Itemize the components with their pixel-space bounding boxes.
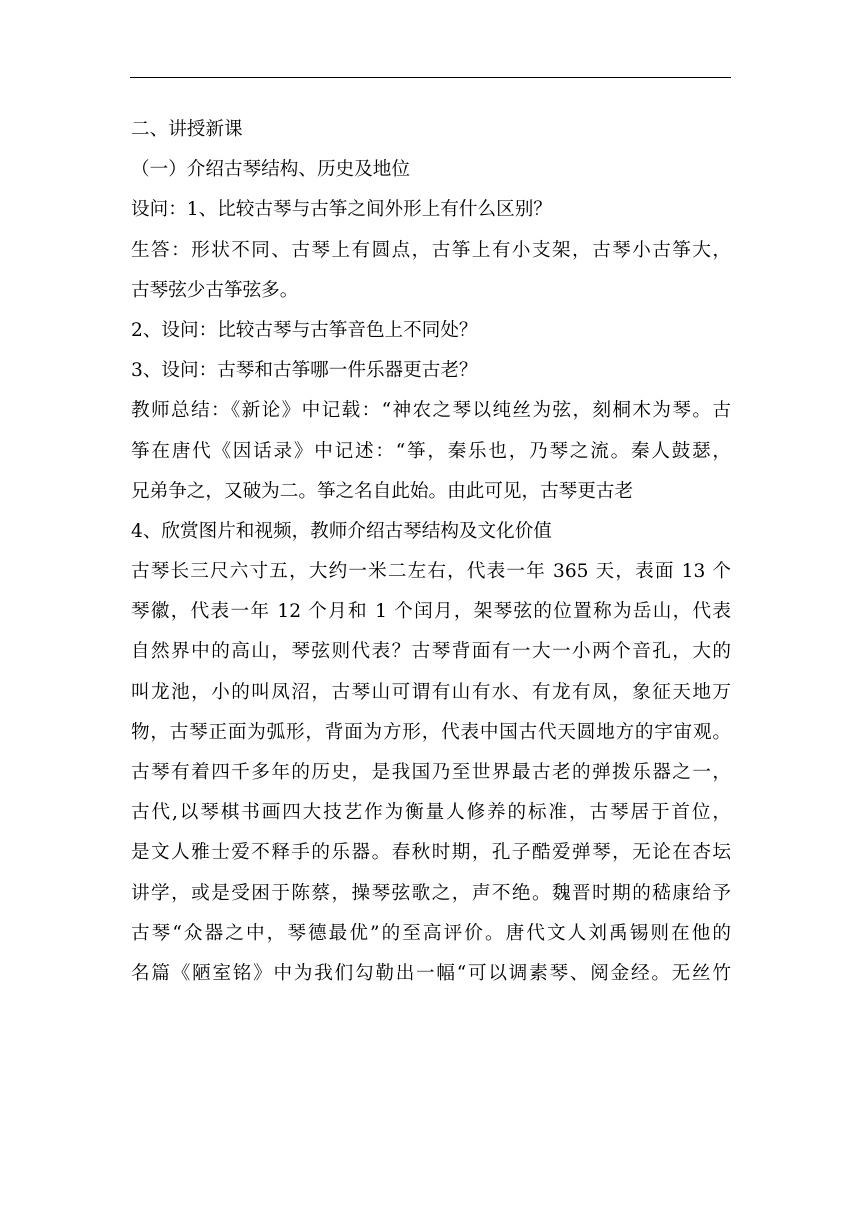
text-line: 筝在唐代《因话录》中记述：“筝，秦乐也，乃琴之流。秦人鼓瑟， [131,440,731,462]
text-line: 古琴“众器之中，琴德最优”的至高评价。唐代文人刘禹锡则在他的 [131,922,731,944]
header-rule [130,77,731,78]
text-line: 生答：形状不同、古琴上有圆点，古筝上有小支架，古琴小古筝大， [131,239,731,261]
text-line: 古琴长三尺六寸五，大约一米二左右，代表一年 365 天，表面 13 个 [131,561,731,583]
text-line: 兄弟争之，又破为二。筝之名自此始。由此可见，古琴更古老 [131,480,634,502]
text-line: 物，古琴正面为弧形，背面为方形，代表中国古代天圆地方的宇宙观。 [131,721,731,743]
subsection-heading: （一）介绍古琴结构、历史及地位 [131,159,410,181]
text-line: 叫龙池，小的叫凤沼，古琴山可谓有山有水、有龙有凤，象征天地万 [131,681,731,703]
text-line: 自然界中的高山，琴弦则代表？古琴背面有一大一小两个音孔，大的 [131,641,731,663]
text-line: 名篇《陋室铭》中为我们勾勒出一幅“可以调素琴、阅金经。无丝竹 [131,962,731,984]
text-line: 琴徽，代表一年 12 个月和 1 个闰月，架琴弦的位置称为岳山，代表 [131,601,731,623]
text-line: 古琴有着四千多年的历史，是我国乃至世界最古老的弹拨乐器之一， [131,762,731,783]
text-line: 讲学，或是受困于陈蔡，操琴弦歌之，声不绝。魏晋时期的嵇康给予 [131,882,731,904]
text-line: 2、设问：比较古琴与古筝音色上不同处？ [131,319,478,341]
text-line: 3、设问：古琴和古筝哪一件乐器更古老？ [131,360,478,382]
text-line: 古琴弦少古筝弦多。 [131,279,299,301]
text-line: 教师总结：《新论》中记载：“神农之琴以纯丝为弦，刻桐木为琴。古 [131,400,731,422]
text-line: 设问：1、比较古琴与古筝之间外形上有什么区别？ [131,199,552,221]
section-heading: 二、讲授新课 [131,119,243,140]
text-line: 古代,以琴棋书画四大技艺作为衡量人修养的标准，古琴居于首位， [131,802,731,824]
document-body [131,110,731,994]
text-line: 是文人雅士爱不释手的乐器。春秋时期，孔子酷爱弹琴，无论在杏坛 [131,842,731,864]
text-line: 4、欣赏图片和视频，教师介绍古琴结构及文化价值 [131,520,552,542]
